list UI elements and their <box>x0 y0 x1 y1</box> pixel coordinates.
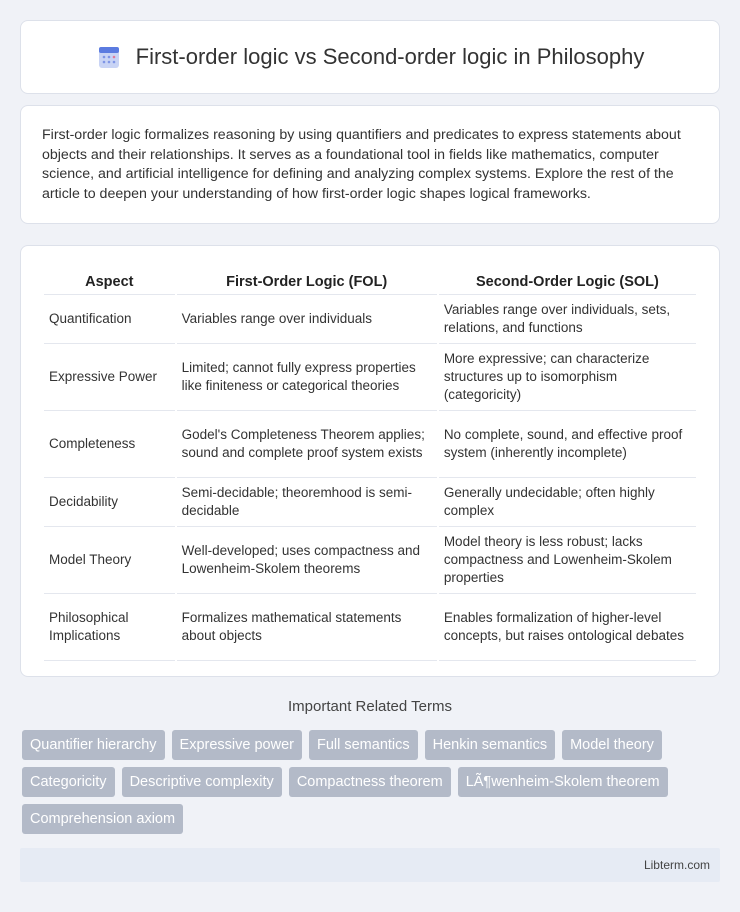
related-term-tag[interactable]: Henkin semantics <box>425 730 555 760</box>
comparison-card <box>20 245 720 677</box>
related-term-tag[interactable]: LÃ¶wenheim-Skolem theorem <box>458 767 668 797</box>
cell-sol: No complete, sound, and effective proof system (inherently incomplete) <box>439 411 696 478</box>
intro-card <box>20 105 720 224</box>
related-term-tag[interactable]: Categoricity <box>22 767 115 797</box>
header-aspect: Aspect <box>44 266 175 295</box>
table-row <box>44 478 696 527</box>
related-term-tag[interactable]: Compactness theorem <box>289 767 451 797</box>
cell-aspect: Expressive Power <box>44 344 175 411</box>
cell-aspect: Model Theory <box>44 527 175 594</box>
cell-fol: Semi-decidable; theoremhood is semi-decidable <box>177 478 437 527</box>
cell-sol: Variables range over individuals, sets, relations, and functions <box>439 295 696 344</box>
cell-fol: Limited; cannot fully express properties like finiteness or categorical theories <box>177 344 437 411</box>
related-term-tag[interactable]: Full semantics <box>309 730 418 760</box>
related-term-tag[interactable]: Quantifier hierarchy <box>22 730 165 760</box>
cell-fol: Formalizes mathematical statements about objects <box>177 594 437 661</box>
cell-sol: Generally undecidable; often highly complex <box>439 478 696 527</box>
document-icon <box>96 44 122 70</box>
page-title: First-order logic vs Second-order logic in Philosophy <box>135 44 645 69</box>
related-term-tag[interactable]: Expressive power <box>172 730 302 760</box>
table-row <box>44 295 696 344</box>
table-row <box>44 344 696 411</box>
cell-aspect: Philosophical Implications <box>44 594 175 661</box>
related-term-tag[interactable]: Model theory <box>562 730 662 760</box>
comparison-table <box>42 266 698 661</box>
related-term-tag[interactable]: Descriptive complexity <box>122 767 282 797</box>
related-terms-list <box>22 730 722 834</box>
cell-sol: Enables formalization of higher-level concepts, but raises ontological debates <box>439 594 696 661</box>
header-card <box>20 20 720 94</box>
cell-fol: Variables range over individuals <box>177 295 437 344</box>
cell-aspect: Completeness <box>44 411 175 478</box>
table-row <box>44 527 696 594</box>
cell-sol: More expressive; can characterize structures up to isomorphism (categoricity) <box>439 344 696 411</box>
cell-fol: Well-developed; uses compactness and Lowenheim-Skolem theorems <box>177 527 437 594</box>
table-row <box>44 594 696 661</box>
footer-site-link[interactable]: Libterm.com <box>643 858 710 872</box>
table-row <box>44 411 696 478</box>
footer <box>20 848 720 882</box>
header-fol: First-Order Logic (FOL) <box>177 266 437 295</box>
cell-sol: Model theory is less robust; lacks compactness and Lowenheim-Skolem properties <box>439 527 696 594</box>
related-terms-title: Important Related Terms <box>288 698 452 715</box>
intro-text: First-order logic formalizes reasoning by using quantifiers and predicates to express statements about objects and their relationships. It serves as a foundational tool in fields like mathematics, computer science, and artificial intelligence for defining and analyzing complex systems. Explore the rest of the article to deepen your understanding of how first-order logic shapes logical frameworks. <box>42 127 681 202</box>
related-term-tag[interactable]: Comprehension axiom <box>22 804 183 834</box>
header-sol: Second-Order Logic (SOL) <box>439 266 696 295</box>
table-header-row <box>44 266 696 295</box>
cell-fol: Godel's Completeness Theorem applies; sound and complete proof system exists <box>177 411 437 478</box>
cell-aspect: Decidability <box>44 478 175 527</box>
cell-aspect: Quantification <box>44 295 175 344</box>
